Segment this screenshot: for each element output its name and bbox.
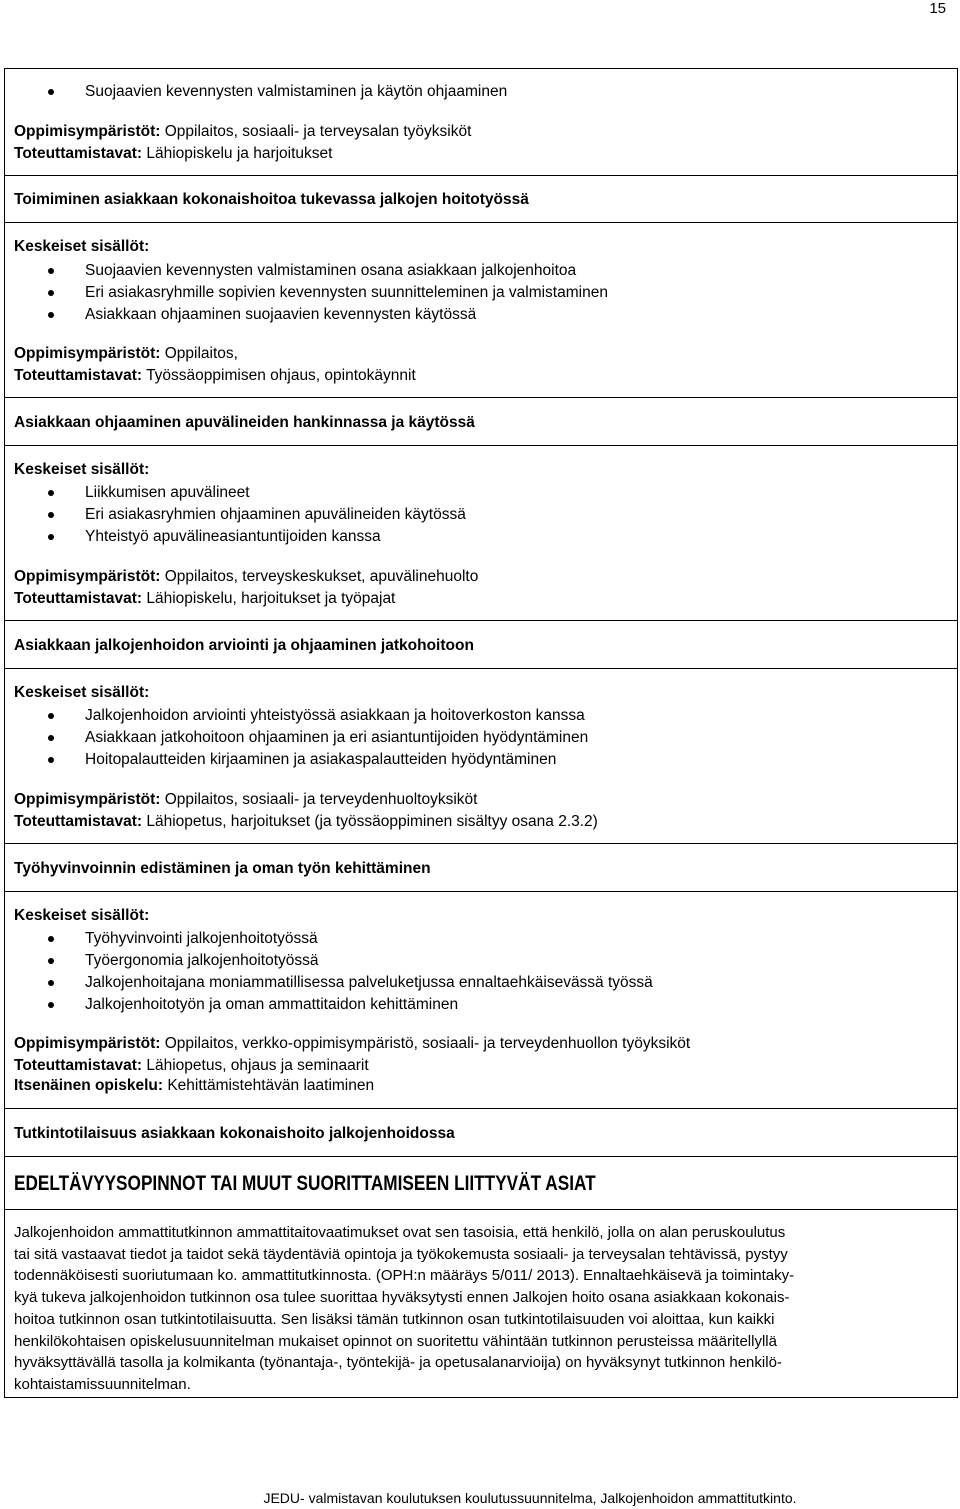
learning-environments: Oppimisympäristöt: Oppilaitos, sosiaali- ja terveysalan työyksiköt: [14, 123, 472, 140]
bullet-icon: [48, 89, 54, 95]
divider: [5, 222, 958, 223]
bullet-icon: [48, 980, 54, 986]
section-title: Toimiminen asiakkaan kokonaishoitoa tukevassa jalkojen hoitotyössä: [14, 191, 529, 208]
bullet-icon: [48, 713, 54, 719]
divider: [5, 891, 958, 892]
page-number: 15: [929, 0, 946, 17]
implementation-methods: Toteuttamistavat: Lähiopiskelu, harjoitukset ja työpajat: [14, 590, 396, 607]
section-title: Työhyvinvoinnin edistäminen ja oman työn kehittäminen: [14, 860, 431, 877]
divider: [5, 175, 958, 176]
divider: [5, 1108, 958, 1109]
implementation-methods: Toteuttamistavat: Lähiopetus, harjoitukset (ja työssäoppiminen sisältyy osana 2.3.2): [14, 813, 598, 830]
implementation-methods: Toteuttamistavat: Lähiopiskelu ja harjoitukset: [14, 145, 333, 162]
footer: JEDU- valmistavan koulutuksen koulutussuunnitelma, Jalkojenhoidon ammattitutkinto.: [263, 1490, 797, 1506]
bullet-icon: [48, 490, 54, 496]
key-contents-label: Keskeiset sisällöt:: [14, 684, 150, 701]
bullet-icon: [48, 757, 54, 763]
section-title: Asiakkaan jalkojenhoidon arviointi ja ohjaaminen jatkohoitoon: [14, 637, 474, 654]
learning-environments: Oppimisympäristöt: Oppilaitos, sosiaali- ja terveydenhuoltoyksiköt: [14, 791, 478, 808]
bullet-icon: [48, 735, 54, 741]
divider: [5, 445, 958, 446]
divider: [5, 668, 958, 669]
implementation-methods: Toteuttamistavat: Lähiopetus, ohjaus ja seminaarit: [14, 1057, 369, 1074]
divider: [5, 1209, 958, 1210]
divider: [5, 620, 958, 621]
bullet-icon: [48, 958, 54, 964]
bullet-icon: [48, 936, 54, 942]
section-title: Asiakkaan ohjaaminen apuvälineiden hankinnassa ja käytössä: [14, 414, 475, 431]
divider: [5, 1156, 958, 1157]
bullet-icon: [48, 512, 54, 518]
implementation-methods: Toteuttamistavat: Työssäoppimisen ohjaus, opintokäynnit: [14, 367, 416, 384]
key-contents-label: Keskeiset sisällöt:: [14, 461, 150, 478]
key-contents-label: Keskeiset sisällöt:: [14, 907, 150, 924]
independent-study: Itsenäinen opiskelu: Kehittämistehtävän laatiminen: [14, 1077, 375, 1094]
bullet-icon: [48, 290, 54, 296]
bullet-icon: [48, 312, 54, 318]
bullet-icon: [48, 534, 54, 540]
bullet-icon: [48, 1002, 54, 1008]
divider: [5, 843, 958, 844]
divider: [5, 397, 958, 398]
learning-environments: Oppimisympäristöt: Oppilaitos, verkko-oppimisympäristö, sosiaali- ja terveydenhuollon työyksiköt: [14, 1035, 691, 1052]
section-heading: EDELTÄVYYSOPINNOT TAI MUUT SUORITTAMISEEN LIITTYVÄT ASIAT: [14, 1172, 596, 1195]
key-contents-label: Keskeiset sisällöt:: [14, 238, 150, 255]
bullet-icon: [48, 268, 54, 274]
section-title: Tutkintotilaisuus asiakkaan kokonaishoito jalkojenhoidossa: [14, 1125, 455, 1142]
prerequisites-paragraph: Jalkojenhoidon ammattitutkinnon ammattitaitovaatimukset ovat sen tasoisia, että henkilö, jolla on alan peruskoulutus tai sitä vastaavat tiedot ja taidot sekä täydentäviä opintoja ja työkokemusta sosiaali- ja terveysalan tehtävissä, pystyy todennäköisesti suoriutumaan ko. ammattitutkinnosta. (OPH:n määräys 5/011/ 2013). Ennaltaehkäisevä ja toimintaky- kyä tukeva jalkojenhoidon tutkinnon osa tulee suorittaa hyväksytysti ennen Jalkojen hoito osana asiakkaan kokonais- hoitoa tutkinnon osan tutkintotilaisuutta. Sen lisäksi tämän tutkinnon osan tutkintotilaisuuden voi aloittaa, kun kaikki henkilökohtaisen opiskelusuunnitelman mukaiset opinnot on suoritettu vähintään tutkinnon perusteissa määritellyllä hyväksyttävällä tasolla ja kolmikanta (työnantaja-, työntekijä- ja opetusalanarvioija) on hyväksynyt tutkinnon henkilö- kohtaistamissuunnitelman.: [14, 1224, 795, 1393]
learning-environments: Oppimisympäristöt: Oppilaitos,: [14, 345, 238, 362]
learning-environments: Oppimisympäristöt: Oppilaitos, terveyskeskukset, apuvälinehuolto: [14, 568, 479, 585]
